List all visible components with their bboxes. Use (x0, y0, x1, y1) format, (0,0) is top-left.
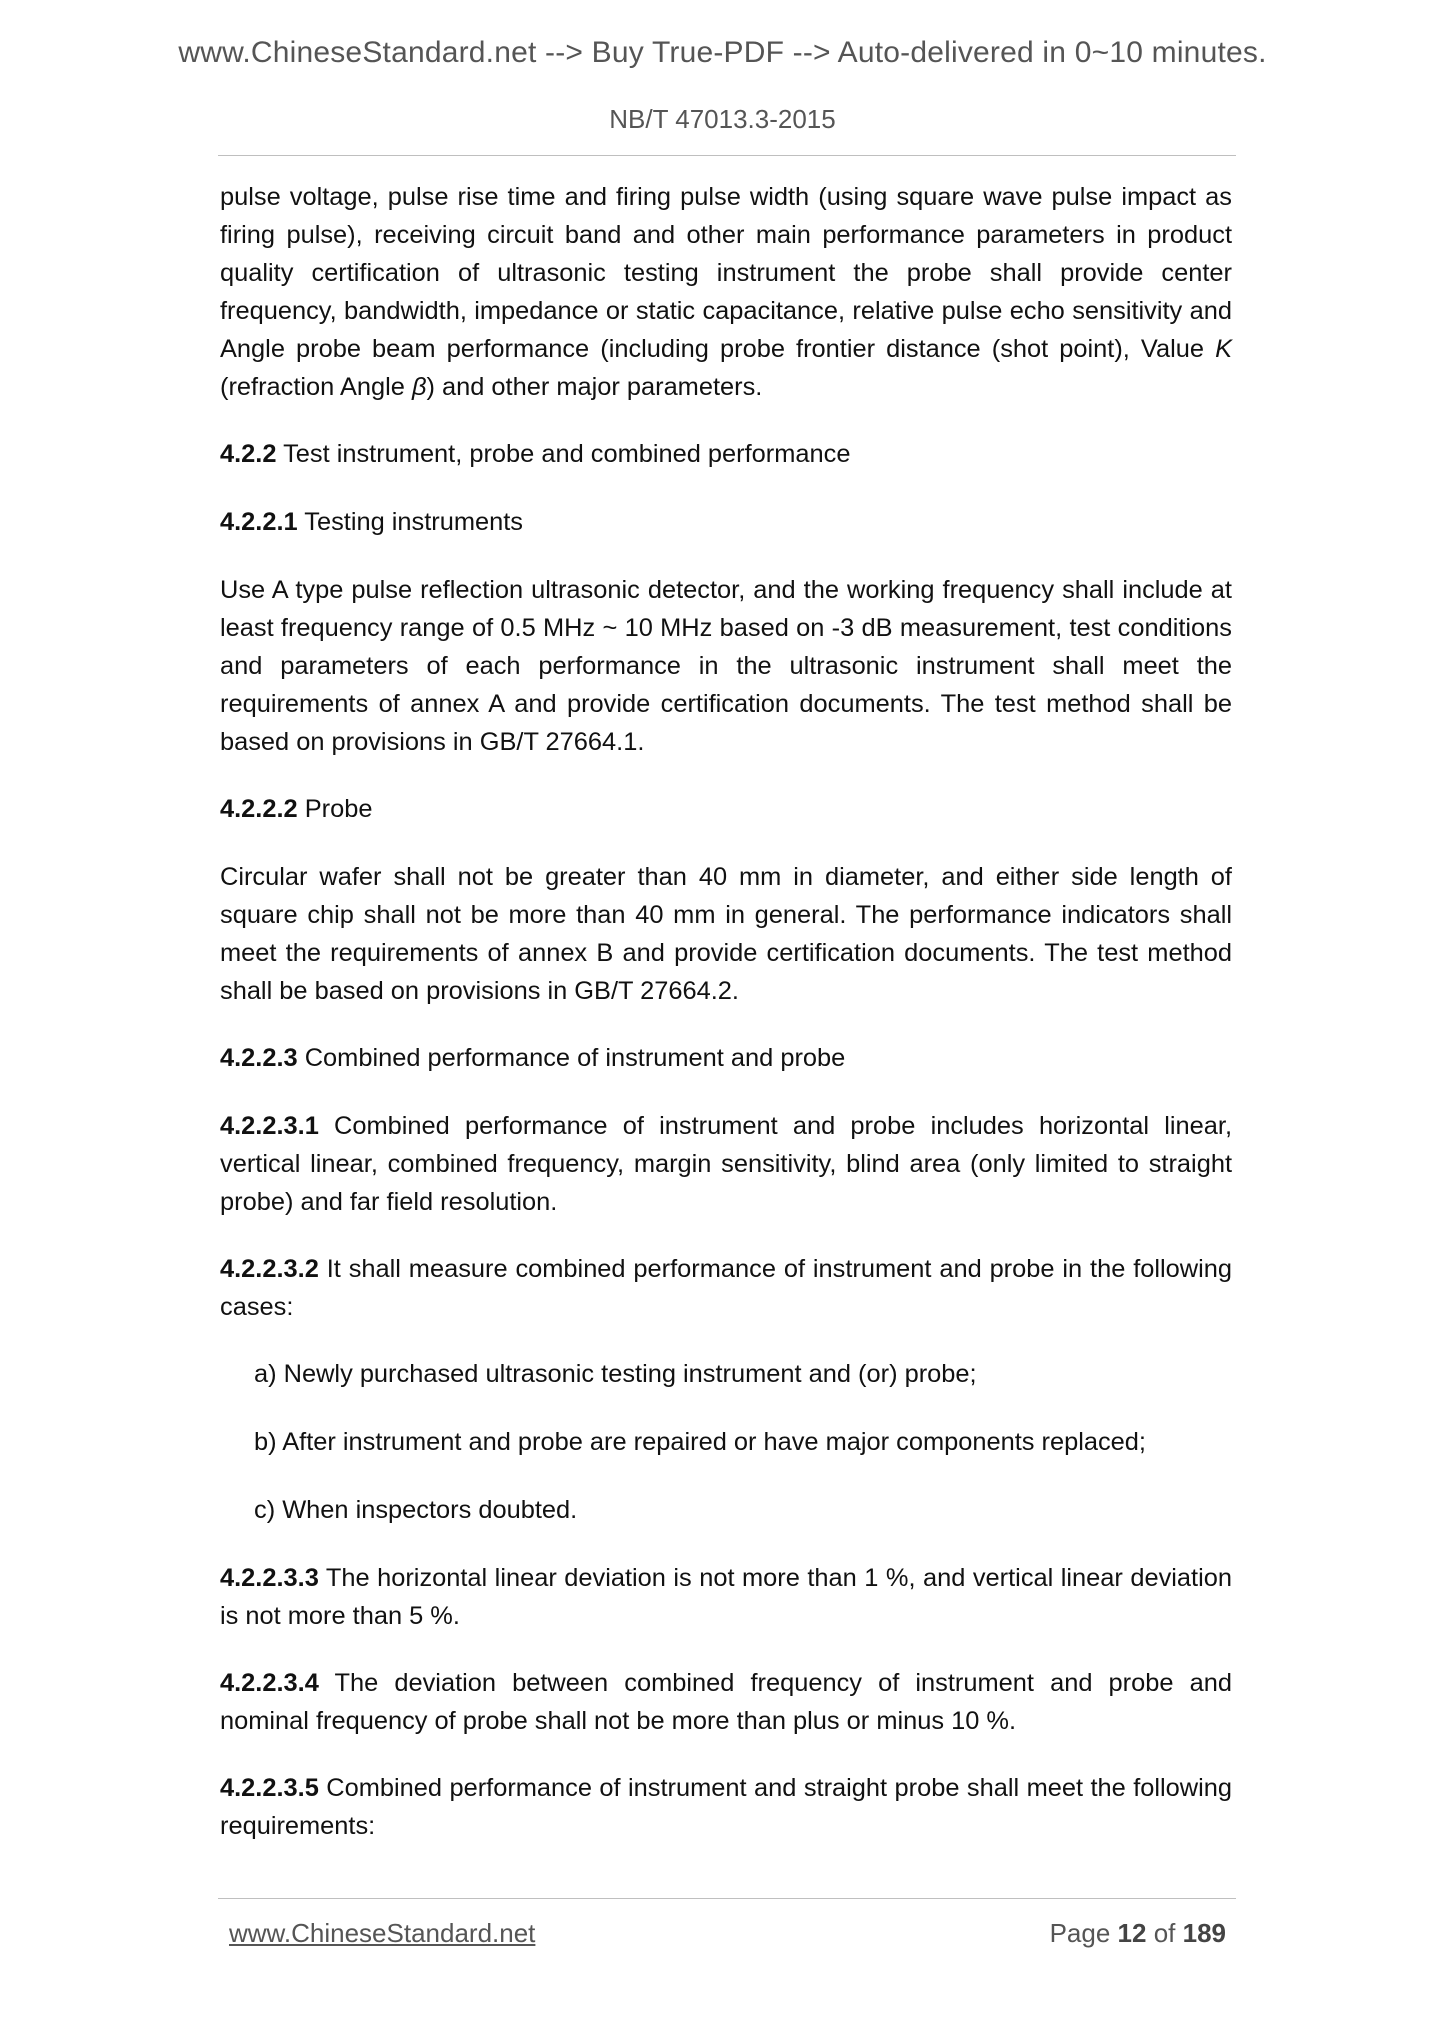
clause-4-2-2-3-5 (220, 1769, 1232, 1845)
section-title: Probe (297, 795, 373, 823)
section-title: Testing instruments (297, 508, 523, 536)
clause-number: 4.2.2.3.1 (220, 1112, 319, 1140)
footer-website-link[interactable]: www.ChineseStandard.net (229, 1918, 536, 1948)
paragraph-parameters-text-3: ) and other major parameters. (426, 373, 763, 401)
symbol-k: K (1215, 335, 1232, 363)
paragraph-parameters-text-2: (refraction Angle (220, 373, 412, 401)
list-item-a: a) Newly purchased ultrasonic testing instrument and (or) probe; (254, 1360, 977, 1388)
section-4-2-2-3 (220, 1039, 1232, 1077)
header-banner: www.ChineseStandard.net --> Buy True-PDF --> Auto-delivered in 0~10 minutes. (178, 36, 1267, 69)
paragraph-parameters-text: pulse voltage, pulse rise time and firing pulse width (using square wave pulse impact as firing pulse), receiving circuit band and other main performance parameters in product quality certification of ultrasonic testing instrument the probe shall provide center frequency, bandwidth, impedance or static capacitance, relative pulse echo sensitivity and Angle probe beam performance (including probe frontier distance (shot point), Value (220, 183, 1232, 363)
page-content (220, 178, 1232, 1874)
section-number: 4.2.2.3 (220, 1044, 298, 1072)
clause-4-2-2-3-4 (220, 1664, 1232, 1740)
paragraph-parameters (220, 178, 1232, 406)
clause-text: It shall measure combined performance of instrument and probe in the following cases: (220, 1255, 1232, 1321)
section-title: Test instrument, probe and combined performance (276, 440, 851, 468)
page-indicator (1050, 1918, 1226, 1949)
clause-text: Combined performance of instrument and probe includes horizontal linear, vertical linear, combined frequency, margin sensitivity, blind area (only limited to straight probe) and far field resolution. (220, 1112, 1232, 1216)
paragraph-testing-instruments: Use A type pulse reflection ultrasonic detector, and the working frequency shall include at least frequency range of 0.5 MHz ~ 10 MHz based on -3 dB measurement, test conditions and parameters of each performance in the ultrasonic instrument shall meet the requirements of annex A and provide certification documents. The test method shall be based on provisions in GB/T 27664.1. (220, 576, 1232, 756)
list-item-b: b) After instrument and probe are repaired or have major components replaced; (254, 1428, 1146, 1456)
clause-text: Combined performance of instrument and straight probe shall meet the following requirements: (220, 1774, 1232, 1840)
clause-text: The deviation between combined frequency of instrument and probe and nominal frequency of probe shall not be more than plus or minus 10 %. (220, 1669, 1232, 1735)
section-number: 4.2.2.1 (220, 508, 298, 536)
header-divider (218, 155, 1236, 156)
clause-number: 4.2.2.3.5 (220, 1774, 319, 1802)
paragraph-probe: Circular wafer shall not be greater than 40 mm in diameter, and either side length of square chip shall not be more than 40 mm in general. The performance indicators shall meet the requirements of annex B and provide certification documents. The test method shall be based on provisions in GB/T 27664.2. (220, 863, 1232, 1005)
page-label: Page (1049, 1918, 1111, 1948)
clause-text: The horizontal linear deviation is not more than 1 %, and vertical linear deviation is not more than 5 %. (220, 1564, 1232, 1630)
document-number: NB/T 47013.3-2015 (609, 104, 836, 134)
of-label: of (1153, 1918, 1176, 1948)
symbol-beta: β (411, 373, 427, 401)
clause-4-2-2-3-1 (220, 1107, 1232, 1221)
clause-number: 4.2.2.3.2 (220, 1255, 319, 1283)
footer-divider (218, 1898, 1236, 1899)
section-number: 4.2.2 (220, 440, 277, 468)
list-item-c: c) When inspectors doubted. (254, 1496, 578, 1524)
clause-number: 4.2.2.3.4 (220, 1669, 319, 1697)
page-current: 12 (1117, 1918, 1147, 1948)
section-4-2-2 (220, 435, 1232, 473)
clause-4-2-2-3-3 (220, 1559, 1232, 1635)
page-total: 189 (1182, 1918, 1226, 1948)
section-title: Combined performance of instrument and probe (297, 1044, 846, 1072)
clause-number: 4.2.2.3.3 (220, 1564, 319, 1592)
clause-4-2-2-3-2 (220, 1250, 1232, 1326)
section-4-2-2-2 (220, 790, 1232, 828)
section-4-2-2-1 (220, 503, 1232, 541)
section-number: 4.2.2.2 (220, 795, 298, 823)
